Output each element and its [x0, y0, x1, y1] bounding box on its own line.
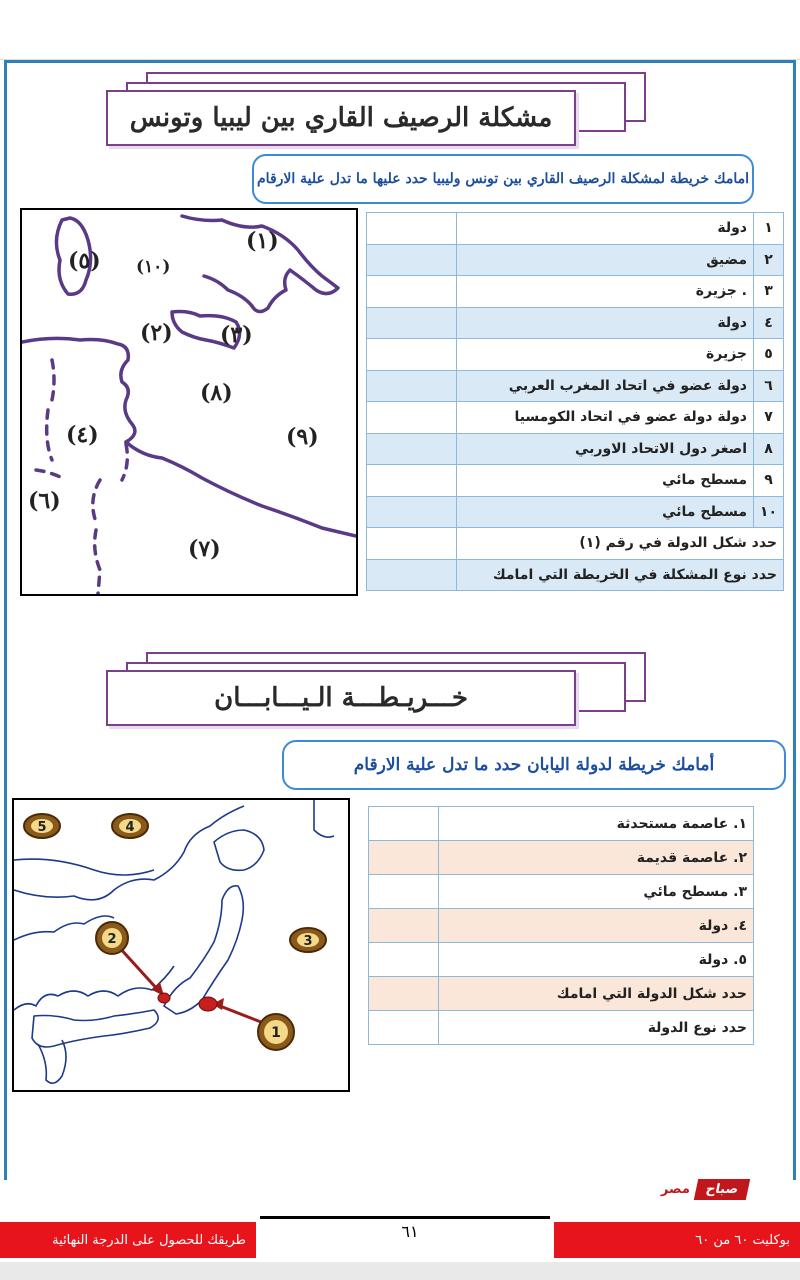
- table-row: ٦ دولة عضو في اتحاد المغرب العربي: [367, 370, 784, 402]
- answer-cell[interactable]: [367, 465, 457, 497]
- section2-title-banner: [106, 652, 650, 732]
- answer-cell[interactable]: [367, 339, 457, 371]
- table-row: ٥. دولة: [369, 943, 754, 977]
- answer-cell[interactable]: [367, 370, 457, 402]
- japan-marker-1: [199, 997, 294, 1050]
- answer-cell[interactable]: [367, 244, 457, 276]
- tunisia-map-label-8: (٨): [200, 380, 233, 406]
- section2-instruction: أمامك خريطة لدولة اليابان حدد ما تدل علية الارقام: [282, 740, 786, 790]
- table-row: ٣ . جزيرة: [367, 276, 784, 308]
- tunisia-libya-map-drawing: [22, 210, 356, 594]
- table-row: حدد نوع المشكلة في الخريطة التي امامك: [367, 559, 784, 591]
- sabah-masr-logo: صباح مصر: [620, 1176, 748, 1202]
- tunisia-map-label-2: (٢): [140, 320, 173, 346]
- japan-map-drawing: [14, 800, 348, 1090]
- answer-cell[interactable]: [369, 909, 439, 943]
- top-strip: [0, 0, 800, 60]
- japan-marker-4: [112, 814, 148, 838]
- table-row: ٨ اصغر دول الاتحاد الاوربي: [367, 433, 784, 465]
- table-row: ١٠ مسطح مائي: [367, 496, 784, 528]
- japan-map: [12, 798, 350, 1092]
- japan-map-label-2: 2: [107, 932, 117, 947]
- table-row: ٢ مضيق: [367, 244, 784, 276]
- table-row: ٤ دولة: [367, 307, 784, 339]
- japan-map-label-3: 3: [303, 934, 313, 949]
- answer-cell[interactable]: [369, 875, 439, 909]
- tunisia-map-label-4: (٤): [66, 422, 99, 448]
- answer-cell[interactable]: [367, 276, 457, 308]
- tunisia-map-label-5: (٥): [68, 248, 101, 274]
- bottom-strip: [0, 1262, 800, 1280]
- table-row: ٩ مسطح مائي: [367, 465, 784, 497]
- answer-cell[interactable]: [367, 402, 457, 434]
- section1-title-banner: [106, 72, 650, 152]
- tunisia-map-label-6: (٦): [28, 488, 61, 514]
- tunisia-map-label-9: (٩): [286, 424, 319, 450]
- section2-table: [368, 806, 754, 1045]
- table-row: ٢. عاصمة قديمة: [369, 841, 754, 875]
- table-row: ١ دولة: [367, 213, 784, 245]
- answer-cell[interactable]: [367, 433, 457, 465]
- table-row: ١. عاصمة مستحدثة: [369, 807, 754, 841]
- japan-marker-3: [290, 928, 326, 952]
- answer-cell[interactable]: [367, 528, 457, 560]
- japan-map-label-4: 4: [125, 820, 135, 835]
- footer-left-bar: طريقك للحصول على الدرجة النهائية: [0, 1222, 256, 1258]
- section1-instruction: امامك خريطة لمشكلة الرصيف القاري بين تونس وليبيا حدد عليها ما تدل علية الارقام: [252, 154, 754, 204]
- answer-cell[interactable]: [367, 559, 457, 591]
- table-row: ٤. دولة: [369, 909, 754, 943]
- table-row: ٥ جزيرة: [367, 339, 784, 371]
- table-row: ٧ دولة دولة عضو في اتحاد الكومسيا: [367, 402, 784, 434]
- answer-cell[interactable]: [369, 943, 439, 977]
- tunisia-map-label-1: (١): [246, 228, 279, 254]
- answer-cell[interactable]: [369, 1011, 439, 1045]
- answer-cell[interactable]: [367, 213, 457, 245]
- tunisia-libya-map: [20, 208, 358, 596]
- answer-cell[interactable]: [367, 496, 457, 528]
- section1-title: مشكلة الرصيف القاري بين ليبيا وتونس: [106, 90, 576, 146]
- table-row: حدد شكل الدولة في رقم (١): [367, 528, 784, 560]
- japan-map-label-5: 5: [37, 820, 47, 835]
- table-row: ٣. مسطح مائي: [369, 875, 754, 909]
- table-row: حدد شكل الدولة التي امامك: [369, 977, 754, 1011]
- section1-table: [366, 212, 784, 591]
- answer-cell[interactable]: [369, 841, 439, 875]
- tunisia-map-label-10: (١٠): [136, 257, 171, 277]
- section2-title: خـــريـطـــة الـيـــابـــان: [106, 670, 576, 726]
- answer-cell[interactable]: [369, 807, 439, 841]
- tunisia-map-label-7: (٧): [188, 536, 221, 562]
- answer-cell[interactable]: [367, 307, 457, 339]
- page-number: ٦١: [401, 1222, 419, 1241]
- japan-marker-5: [24, 814, 60, 838]
- footer-divider: [260, 1216, 550, 1219]
- japan-map-label-1: 1: [271, 1025, 281, 1041]
- table-row: حدد نوع الدولة: [369, 1011, 754, 1045]
- tunisia-map-label-3: (٣): [220, 322, 253, 348]
- answer-cell[interactable]: [369, 977, 439, 1011]
- footer-right-bar: بوكليت ٦٠ من ٦٠: [554, 1222, 800, 1258]
